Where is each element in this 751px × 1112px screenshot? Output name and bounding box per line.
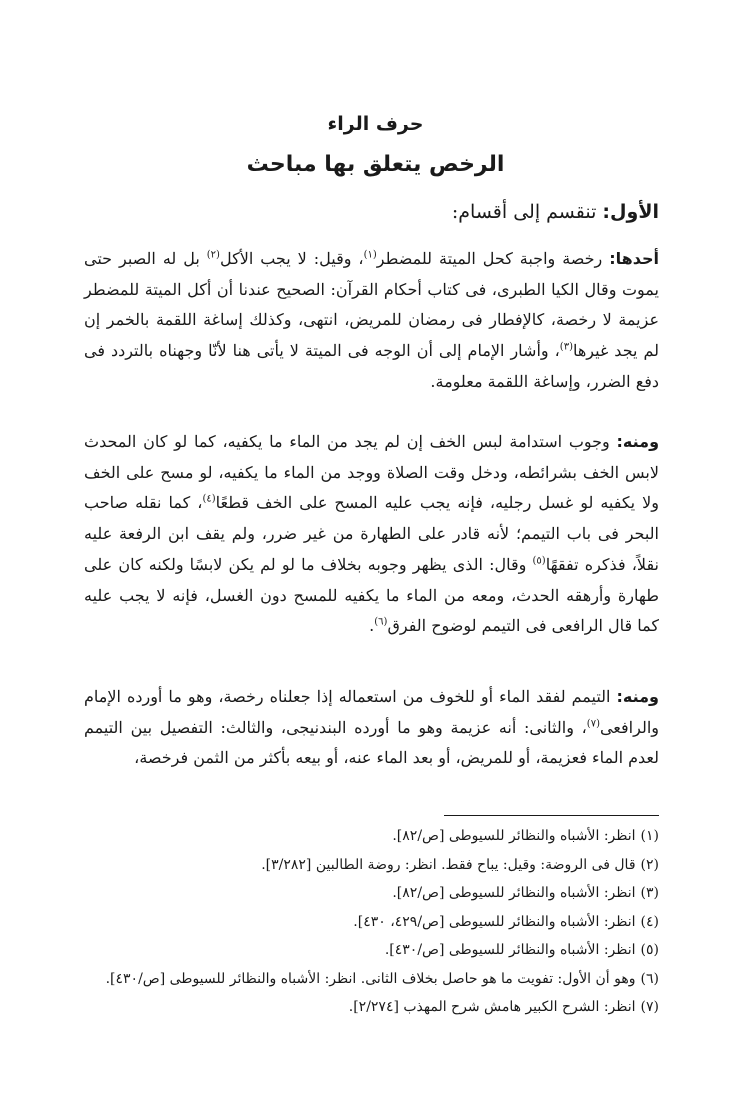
footnote-ref[interactable]: (٧) xyxy=(586,718,600,730)
footnote-text: وهو أن الأول: تفويت ما هو حاصل بخلاف الثانى. انظر: الأشباه والنظائر للسيوطى [ص/٤٣٠]. xyxy=(105,970,636,987)
footnote-item xyxy=(84,879,659,908)
paragraph-text: وجوب استدامة لبس الخف إن لم يجد من الماء ما يكفيه، كما لو كان المحدث لابس الخف بشرائطه، ودخل وقت الصلاة ووجد من الماء ما يكفيه، لو مسح على الخف ولا يكفيه لو غسل رجليه، فإنه يجب عليه المسح على الخف قطعًا xyxy=(84,432,659,513)
section-text: تنقسم إلى أقسام xyxy=(458,201,597,223)
section-colon: : xyxy=(602,201,611,223)
footnote-text: انظر: الأشباه والنظائر للسيوطى [ص/٨٢]. xyxy=(392,885,636,901)
footnote-item xyxy=(84,851,659,880)
footnote-item xyxy=(84,908,659,937)
footnote-number: (٦) xyxy=(640,970,659,987)
paragraph-text: ، والثانى: أنه عزيمة وهو ما أورده البندنيجى، والثالث: التفصيل بين التيمم لعدم الماء فعزيمة، أو للمريض، أو بعد الماء عنه، أو بيعه بأكثر من الثمن فرخصة، xyxy=(84,717,659,768)
section-colon-end: : xyxy=(451,201,459,223)
footnote-text: انظر: الشرح الكبير هامش شرح المهذب [٢/٢٧٤]. xyxy=(348,999,636,1015)
footnote-ref[interactable]: (٣) xyxy=(559,341,573,353)
footnotes xyxy=(84,822,659,1022)
paragraph-lead: أحدها: xyxy=(609,249,659,268)
paragraph-text: وقال: الذى يظهر وجوبه بخلاف ما لو لم يكن لابسًا ولكنه كان على طهارة وأرهقه الحدث، ومعه من الماء ما يكفيه للمسح دون الغسل، فإنه لا يجب عليه كما قال الرافعى فى التيمم لوضوح الفرق xyxy=(84,554,659,636)
footnote-text: انظر: الأشباه والنظائر للسيوطى [ص/٨٢]. xyxy=(392,828,636,844)
footnote-ref[interactable]: (٢) xyxy=(206,249,220,261)
footnote-ref[interactable]: (٤) xyxy=(202,494,216,506)
footnote-ref[interactable]: (٥) xyxy=(532,555,546,567)
footnote-number: (٢) xyxy=(640,856,659,873)
footnote-item xyxy=(84,993,659,1022)
footnote-number: (١) xyxy=(640,828,659,844)
paragraph-text: ، وقيل: لا يجب الأكل xyxy=(219,249,364,268)
paragraph-text: . xyxy=(369,616,375,636)
footnote-number: (٤) xyxy=(640,913,659,930)
paragraph-text: ، كما نقله صاحب البحر فى باب التيمم؛ لأنه قادر على الطهارة من غير ضرر، ولم يقف ابن الرفعة عليه نقلاً، فذكره تفقهًا xyxy=(84,493,659,574)
paragraph-3 xyxy=(84,682,659,774)
paragraph-text: رخصة واجبة كحل الميتة للمضطر xyxy=(376,249,610,268)
paragraph-text: التيمم لفقد الماء أو للخوف من استعماله إذا جعلناه رخصة، وهو ما أورده الإمام والرافعى xyxy=(84,687,659,737)
footnote-ref[interactable]: (٦) xyxy=(374,616,388,628)
footnote-divider xyxy=(444,815,659,816)
paragraph-2 xyxy=(84,427,659,642)
footnote-number: (٥) xyxy=(640,942,659,958)
topic-heading: الرخص يتعلق بها مباحث xyxy=(246,152,505,177)
footnote-item xyxy=(84,936,659,965)
footnote-text: انظر: الأشباه والنظائر للسيوطى [ص/٤٣٠]. xyxy=(384,942,636,958)
footnote-text: انظر: الأشباه والنظائر للسيوطى [ص/٤٢٩، ٤٣٠]. xyxy=(353,913,636,930)
section-label: الأول xyxy=(610,201,659,223)
footnote-item xyxy=(84,965,659,994)
paragraph-text: ، وأشار الإمام إلى أن الوجه فى الميتة لا يأتى هنا لأنّا وجهناه بالتردد فى دفع الضرر، وإساغة اللقمة معلومة. xyxy=(84,341,659,391)
footnote-ref[interactable]: (١) xyxy=(363,249,377,261)
footnote-text: قال فى الروضة: وقيل: يباح فقط. انظر: روضة الطالبين [٣/٢٨٢]. xyxy=(261,856,636,873)
footnote-item xyxy=(84,822,659,851)
footnote-number: (٧) xyxy=(640,999,659,1015)
footnote-number: (٣) xyxy=(640,885,659,901)
section-heading xyxy=(452,201,659,223)
letter-heading: حرف الراء xyxy=(327,113,424,135)
paragraph-text: بل له الصبر حتى يموت وقال الكيا الطبرى، فى كتاب أحكام القرآن: الصحيح عندنا أن أكل الميتة للمضطر عزيمة لا رخصة، كالإفطار فى رمضان للمريض، انتهى، وكذلك إساغة اللقمة بالخمر إن لم يجد غيرها xyxy=(84,249,659,361)
paragraph-lead: ومنه: xyxy=(616,432,660,451)
paragraph-lead: ومنه: xyxy=(616,687,659,706)
paragraph-1 xyxy=(84,244,659,398)
